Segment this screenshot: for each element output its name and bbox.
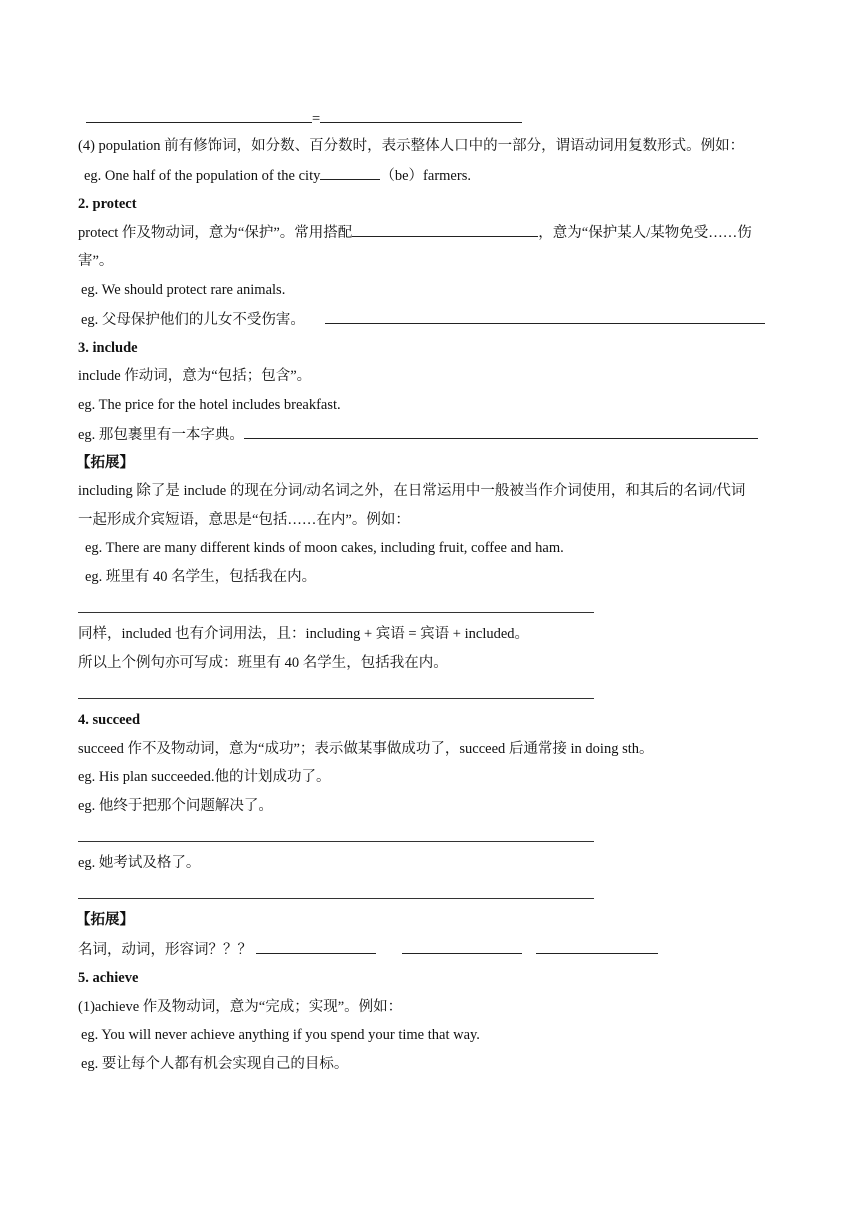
equals-sign: = xyxy=(312,111,321,127)
achieve-example-2: eg. 要让每个人都有机会实现自己的目标。 xyxy=(81,1056,349,1072)
answer-line[interactable] xyxy=(78,612,594,613)
answer-line[interactable] xyxy=(78,698,594,699)
include-example-2: eg. 那包裹里有一本字典。 xyxy=(78,424,758,445)
included-text-1: 同样，included 也有介词用法，且：including + 宾语 = 宾语 + included。 xyxy=(78,626,530,642)
extension-label: 【拓展】 xyxy=(76,455,134,471)
include-definition: include 作动词，意为“包括；包含”。 xyxy=(78,368,312,384)
answer-line[interactable] xyxy=(78,898,594,899)
top-equation-line xyxy=(86,108,522,129)
answer-blank[interactable] xyxy=(325,309,765,324)
extension-label: 【拓展】 xyxy=(76,912,134,928)
parts-of-speech-line: 名词，动词，形容词？？？ xyxy=(78,939,658,960)
answer-blank[interactable] xyxy=(536,939,658,954)
protect-example-1: eg. We should protect rare animals. xyxy=(81,282,286,298)
achieve-example-1: eg. You will never achieve anything if you spend your time that way. xyxy=(81,1027,480,1043)
succeed-example-3: eg. 她考试及格了。 xyxy=(78,855,201,871)
heading-protect: 2. protect xyxy=(78,196,137,212)
heading-achieve: 5. achieve xyxy=(78,970,139,986)
including-text-1: including 除了是 include 的现在分词/动名词之外，在日常运用中一般被当作介词使用，和其后的名词/代词 xyxy=(78,483,746,499)
including-text-2: 一起形成介宾短语，意思是“包括……在内”。例如： xyxy=(78,512,410,528)
answer-blank[interactable] xyxy=(402,939,522,954)
point-4-text: (4) population 前有修饰词，如分数、百分数时，表示整体人口中的一部分，谓语动词用复数形式。例如： xyxy=(78,138,745,154)
succeed-definition: succeed 作不及物动词，意为“成功”；表示做某事做成功了，succeed 后通常接 in doing sth。 xyxy=(78,741,654,757)
answer-line[interactable] xyxy=(78,841,594,842)
succeed-example-1: eg. His plan succeeded.他的计划成功了。 xyxy=(78,769,331,785)
include-example-1: eg. The price for the hotel includes breakfast. xyxy=(78,397,341,413)
including-example-1: eg. There are many different kinds of moon cakes, including fruit, coffee and ham. xyxy=(85,540,564,556)
answer-blank[interactable] xyxy=(256,939,376,954)
protect-definition: protect 作及物动词，意为“保护”。常用搭配 ，意为“保护某人/某物免受……伤 xyxy=(78,222,752,243)
protect-definition-cont: 害”。 xyxy=(78,253,114,269)
protect-example-2: eg. 父母保护他们的儿女不受伤害。 xyxy=(81,309,765,330)
succeed-example-2: eg. 他终于把那个问题解决了。 xyxy=(78,798,273,814)
answer-blank[interactable] xyxy=(320,165,380,180)
answer-blank[interactable] xyxy=(320,108,522,123)
answer-blank[interactable] xyxy=(244,424,758,439)
achieve-definition: (1)achieve 作及物动词，意为“完成；实现”。例如： xyxy=(78,999,403,1015)
heading-succeed: 4. succeed xyxy=(78,712,141,728)
point-4-example: eg. One half of the population of the city （be）farmers. xyxy=(84,165,471,186)
answer-blank[interactable] xyxy=(352,222,538,237)
including-example-2: eg. 班里有 40 名学生，包括我在内。 xyxy=(85,569,317,585)
heading-include: 3. include xyxy=(78,340,138,356)
included-text-2: 所以上个例句亦可写成：班里有 40 名学生，包括我在内。 xyxy=(78,655,448,671)
answer-blank[interactable] xyxy=(86,108,312,123)
